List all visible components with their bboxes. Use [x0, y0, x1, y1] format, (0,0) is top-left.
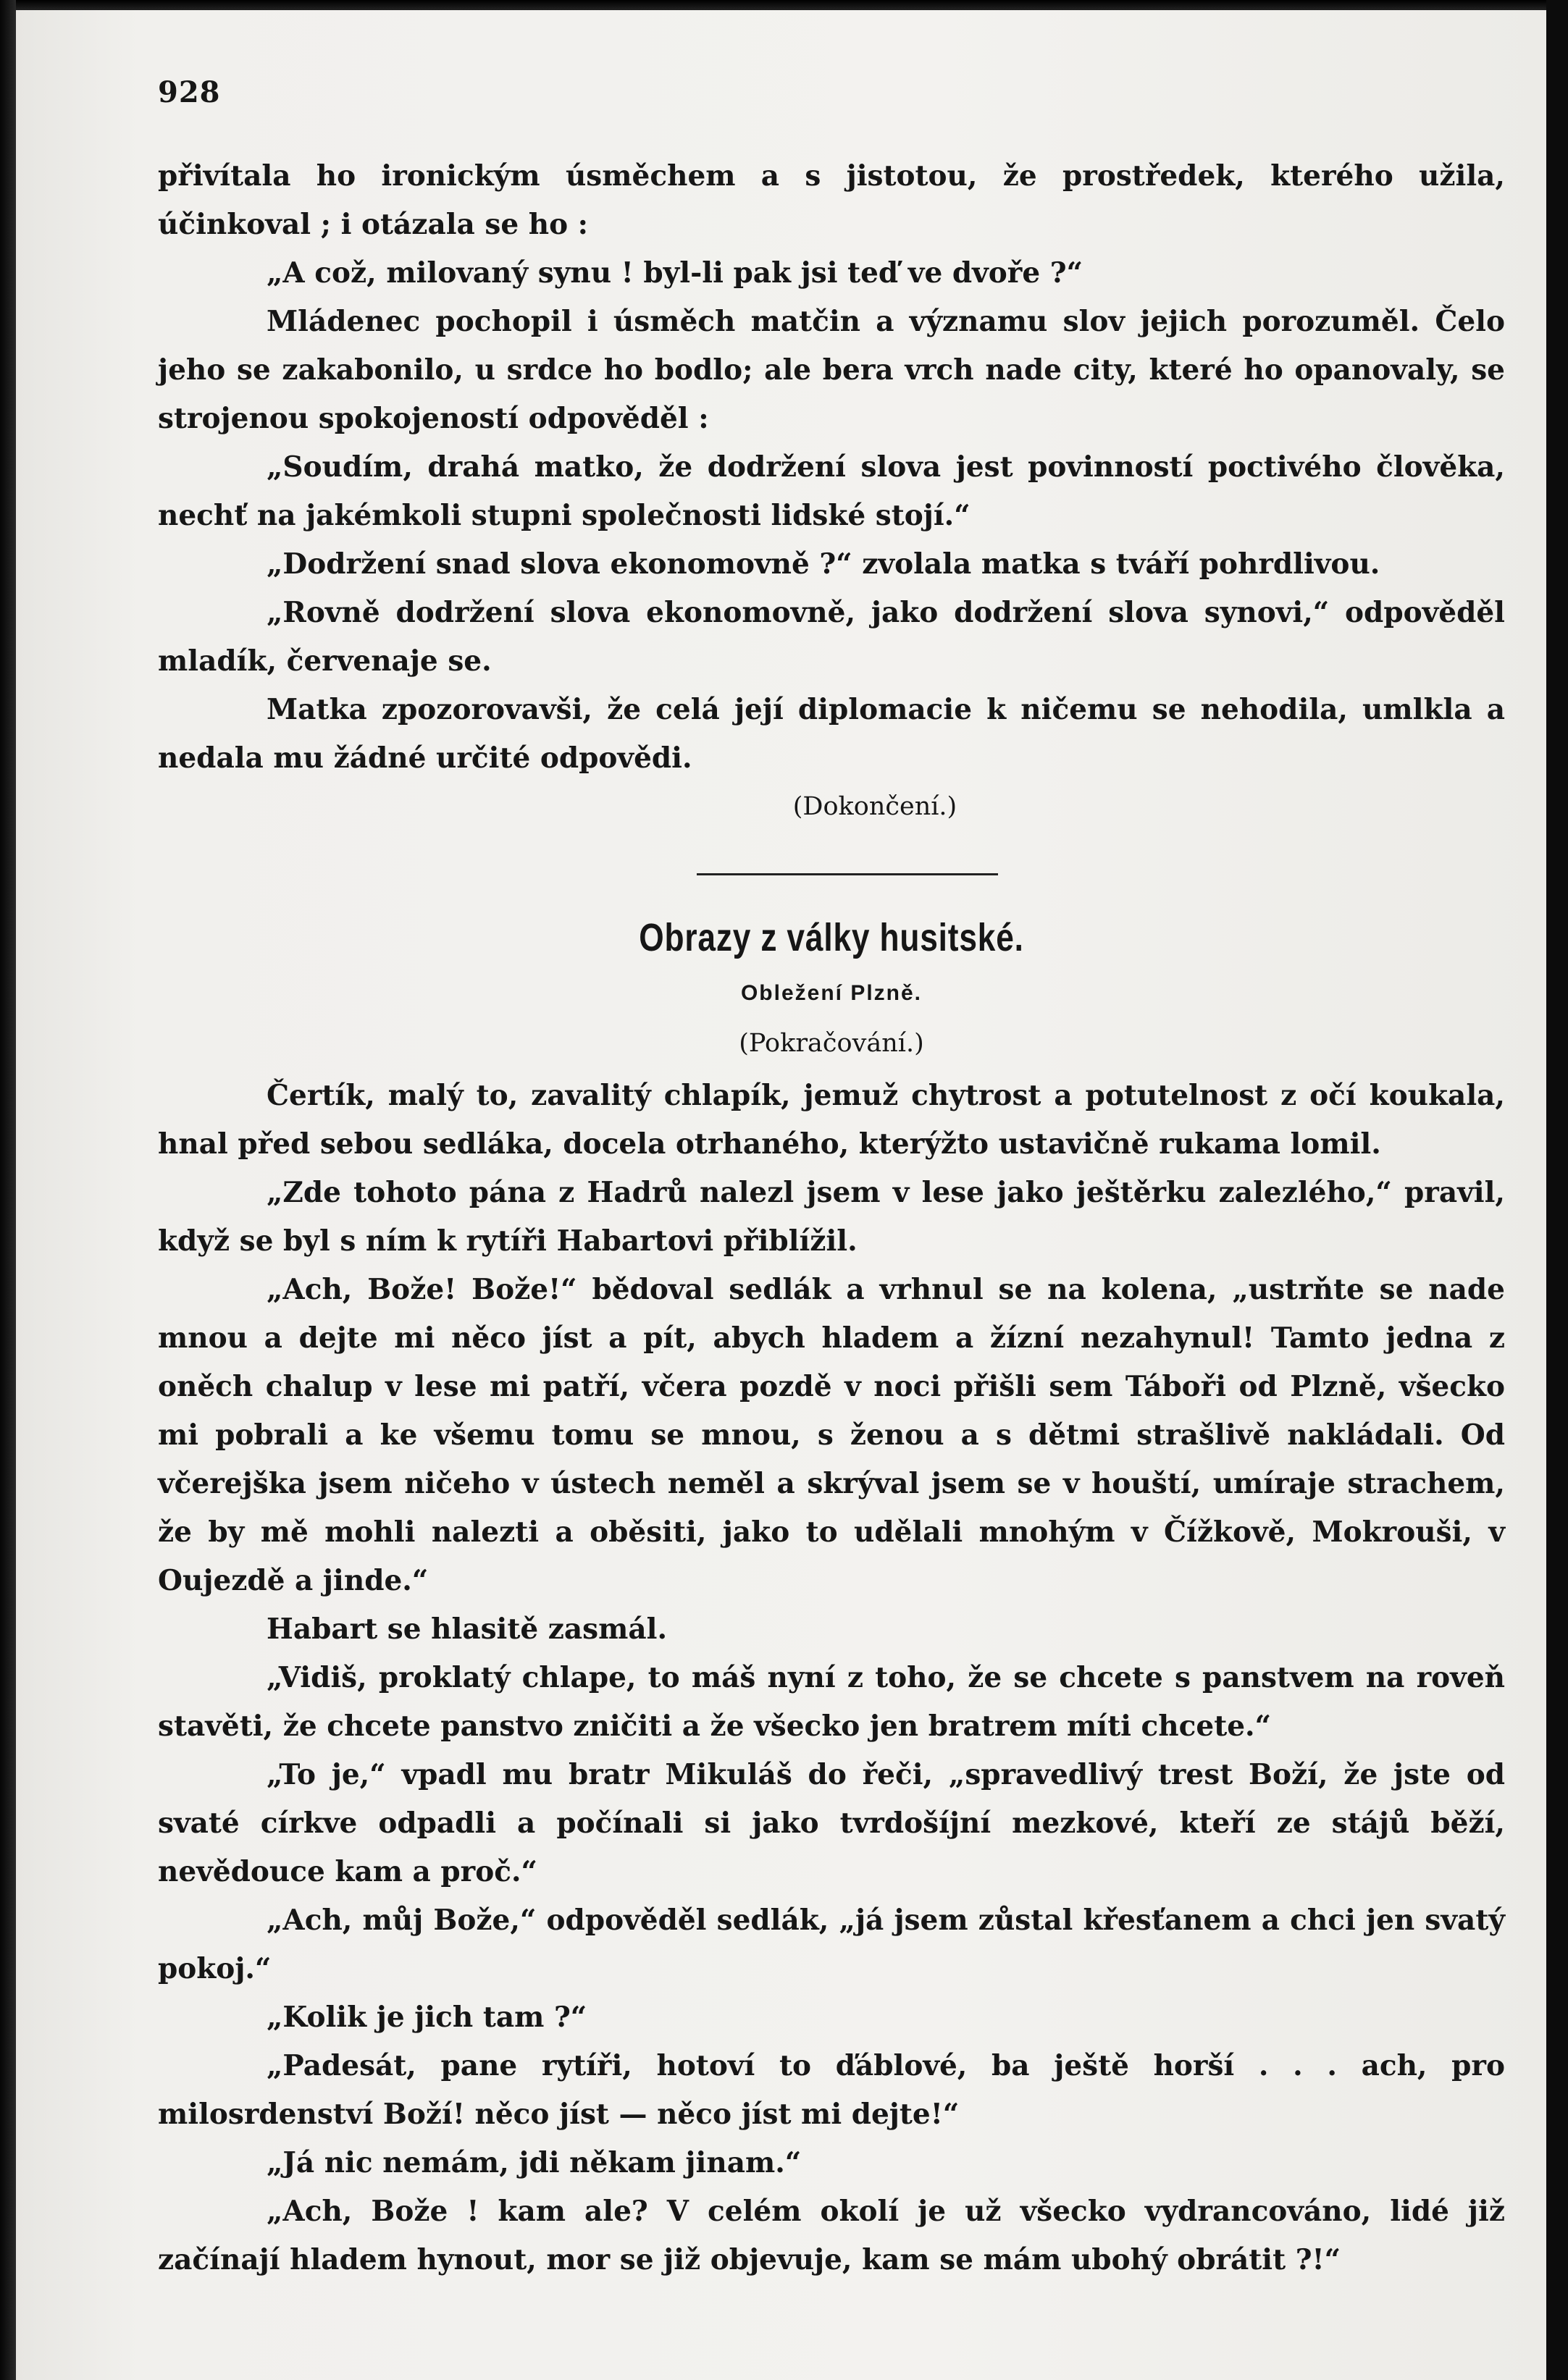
section-divider — [158, 831, 1505, 912]
paragraph: „Vidiš, proklatý chlape, to máš nyní z toho, že se chcete s panstvem na roveň stavěti, že chcete panstvo zničiti a že všecko jen bratrem míti chcete.“ — [158, 1661, 1505, 1743]
book-page — [16, 10, 1546, 2380]
paragraph: „Dodržení snad slova ekonomovně ?“ zvolala matka s tváří pohrdlivou. — [267, 547, 1380, 581]
end-note: (Dokončení.) — [792, 792, 957, 821]
paragraph: „To je,“ vpadl mu bratr Mikuláš do řeči, „spravedlivý trest Boží, že jste od svaté církve odpadli a počínali si jako tvrdošíjní mezkové, kteří ze stájů běží, nevědouce kam a proč.“ — [158, 1758, 1505, 1888]
paragraph: „Zde tohoto pána z Hadrů nalezl jsem v lese jako ještěrku zalezlého,“ pravil, když se byl s ním k rytíři Habartovi přiblížil. — [158, 1176, 1505, 1258]
paragraph: Čertík, malý to, zavalitý chlapík, jemuž chytrost a potutelnost z očí koukala, hnal před sebou sedláka, docela otrhaného, kterýžto ustavičně rukama lomil. — [158, 1079, 1505, 1161]
paragraph: „Soudím, drahá matko, že dodržení slova jest povinností poctivého člověka, nechť na jakémkoli stupni společnosti lidské stojí.“ — [158, 450, 1505, 532]
scan-edge-top — [0, 0, 1568, 10]
story-continuation — [158, 1072, 1505, 2284]
paragraph: Habart se hlasitě zasmál. — [267, 1612, 668, 1646]
scan-edge-left — [0, 0, 16, 2380]
continuation-note: (Pokračování.) — [739, 1029, 924, 1058]
story-ending — [158, 152, 1505, 783]
paragraph: „Ach, Bože! Bože!“ bědoval sedlák a vrhnul se na kolena, „ustrňte se nade mnou a dejte mi něco jíst a pít, abych hladem a žízní nezahynul! Tamto jedna z oněch chalup v lese mi patří, včera pozdě v noci přišli sem Táboři od Plzně, všecko mi pobrali a ke všemu tomu se mnou, s ženou a s dětmi strašlivě nakládali. Od včerejška jsem ničeho v ústech neměl a skrýval jsem se v houští, umíraje strachem, že by mě mohli nalezti a oběsiti, jako to udělali mnohým v Čížkově, Mokrouši, v Oujezdě a jinde.“ — [158, 1273, 1505, 1597]
divider-rule — [697, 873, 998, 875]
paragraph: „Ach, můj Bože,“ odpověděl sedlák, „já jsem zůstal křesťanem a chci jen svatý pokoj.“ — [158, 1904, 1505, 1985]
section-subtitle: Obležení Plzně. — [740, 981, 923, 1005]
paragraph: Mládenec pochopil i úsměch matčin a významu slov jejich porozuměl. Čelo jeho se zakabonilo, u srdce ho bodlo; ale bera vrch nade city, které ho opanovaly, se strojenou spokojeností odpověděl : — [158, 305, 1505, 435]
body-text — [158, 152, 1505, 2284]
paragraph: „Ach, Bože ! kam ale? V celém okolí je už všecko vydrancováno, lidé již začínají hladem hynout, mor se již objevuje, kam se mám ubohý obrátit ?!“ — [158, 2195, 1505, 2276]
paragraph: „A což, milovaný synu ! byl-li pak jsi teď ve dvoře ?“ — [267, 256, 1083, 290]
paragraph: „Rovně dodržení slova ekonomovně, jako dodržení slova synovi,“ odpověděl mladík, červenaje se. — [158, 596, 1505, 678]
scan-edge-right — [1546, 0, 1568, 2380]
paragraph: Matka zpozorovavši, že celá její diplomacie k ničemu se nehodila, umlkla a nedala mu žádné určité odpovědi. — [158, 693, 1505, 775]
paragraph: „Kolik je jich tam ?“ — [267, 2001, 587, 2034]
paragraph: „Já nic nemám, jdi někam jinam.“ — [267, 2146, 802, 2179]
paragraph: „Padesát, pane rytíři, hotoví to ďáblové, ba ještě horší . . . ach, pro milosrdenství Boží! něco jíst — něco jíst mi dejte!“ — [158, 2049, 1505, 2131]
page-number: 928 — [158, 75, 221, 109]
paragraph: přivítala ho ironickým úsměchem a s jistotou, že prostředek, kterého užila, účinkoval ; i otázala se ho : — [158, 159, 1505, 241]
section-title: Obrazy z války husitské. — [639, 916, 1024, 959]
